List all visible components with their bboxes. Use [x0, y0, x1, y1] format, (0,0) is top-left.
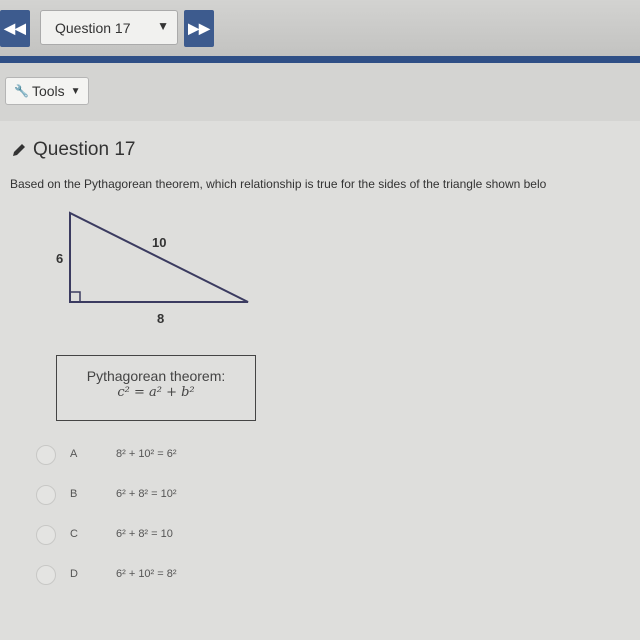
tools-button[interactable] [5, 77, 89, 105]
question-header [10, 139, 135, 161]
tools-label: Tools [31, 83, 65, 99]
radio-button[interactable] [36, 485, 56, 505]
choice-text: 6² + 8² = 10 [116, 528, 173, 540]
question-prompt: Based on the Pythagorean theorem, which relationship is true for the sides of the triangle shown belo [10, 177, 547, 191]
top-navigation-bar [0, 0, 640, 58]
rewind-icon: ◀◀ [4, 20, 26, 36]
pencil-icon [10, 141, 28, 159]
radio-button[interactable] [36, 565, 56, 585]
answer-choice-c[interactable] [36, 525, 336, 547]
choice-letter: D [70, 568, 78, 580]
caret-down-icon: ▼ [70, 85, 81, 97]
side-label-vertical: 6 [56, 251, 64, 266]
toolbar [0, 63, 640, 121]
theorem-title: Pythagorean theorem: [86, 368, 226, 384]
side-label-hypotenuse: 10 [152, 235, 167, 250]
previous-question-button[interactable] [0, 10, 30, 47]
choice-letter: A [70, 448, 78, 460]
question-panel [0, 121, 640, 640]
dropdown-arrow-icon: ▼ [157, 19, 169, 33]
wrench-icon: 🔧 [14, 84, 29, 98]
fast-forward-icon: ▶▶ [188, 20, 210, 36]
question-select-value: Question 17 [55, 19, 131, 36]
theorem-formula: c² = a² + b² [117, 385, 195, 400]
answer-choice-b[interactable] [36, 485, 336, 507]
next-question-button[interactable] [184, 10, 214, 47]
question-select[interactable] [40, 10, 178, 45]
choice-letter: B [70, 488, 78, 500]
answer-choice-d[interactable] [36, 565, 336, 587]
choice-text: 6² + 10² = 8² [116, 568, 177, 580]
radio-button[interactable] [36, 525, 56, 545]
choice-letter: C [70, 528, 78, 540]
radio-button[interactable] [36, 445, 56, 465]
side-label-horizontal: 8 [157, 311, 165, 326]
choice-text: 6² + 8² = 10² [116, 488, 177, 500]
question-title: Question 17 [33, 139, 136, 160]
header-divider [0, 56, 640, 63]
choice-text: 8² + 10² = 6² [116, 448, 177, 460]
right-triangle-figure [50, 207, 270, 327]
theorem-box [56, 355, 256, 421]
answer-choice-a[interactable] [36, 445, 336, 467]
